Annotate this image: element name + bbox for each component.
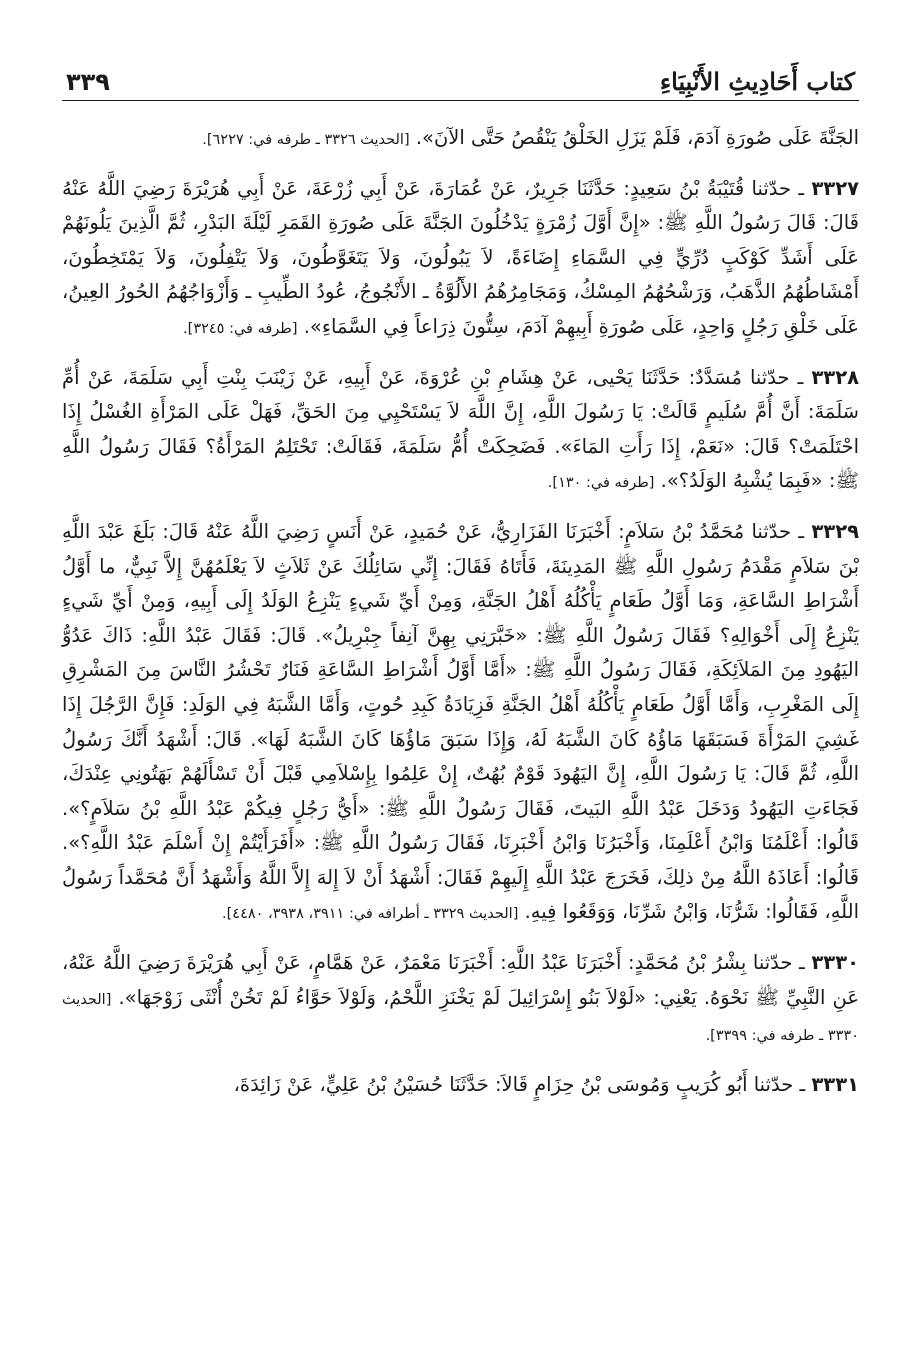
hadith-text: ـ حدّثنا قُتَيْبَةُ بْنُ سَعِيدٍ: حَدَّثَنَا جَرِيرٌ، عَنْ عُمَارَةَ، عَنْ أَبِي زُرْعَةَ، عَنْ أَبِي هُرَيْرَةَ رَضِيَ اللَّهُ عَنْهُ قَالَ: قَالَ رَسُولُ اللَّهِ ﷺ: «إِنَّ أَوَّلَ زُمْرَةٍ يَدْخُلُونَ الجَنَّةَ عَلَى صُورَةِ القَمَرِ لَيْلَةَ البَدْرِ، ثُمَّ الَّذِينَ يَلُونَهُمْ عَلَى أَشَدِّ كَوْكَبٍ دُرِّيٍّ فِي السَّمَاءِ إِضَاءَةً، لاَ يَبُولُونَ، وَلاَ يَتَغَوَّطُونَ، وَلاَ يَتْفِلُونَ، وَلاَ يَمْتَخِطُونَ، أَمْشَاطُهُمُ الذَّهَبُ، وَرَشْحُهُمُ المِسْكُ، وَمَجَامِرُهُمُ الأَلُوَّةُ ـ الأَنْجُوجُ، عُودُ الطِّيبِ ـ وَأَزْوَاجُهُمُ الحُورُ العِينُ، عَلَى خَلْقِ رَجُلٍ وَاحِدٍ، عَلَى صُورَةِ أَبِيهِمْ آدَمَ، سِتُّونَ ذِرَاعاً فِي السَّمَاءِ».: [62, 176, 859, 338]
hadith-paragraph: [62, 946, 859, 1054]
hadith-reference: [الحديث ٣٣٣٠ ـ طرفه في: ٣٣٩٩].: [62, 991, 859, 1045]
hadith-number: ٣٣٢٩: [811, 519, 859, 543]
body-text: [62, 121, 859, 1102]
hadith-paragraph: [62, 172, 859, 347]
hadith-paragraph: [62, 515, 859, 932]
hadith-text: ـ حدّثنا مُسَدَّدٌ: حَدَّثَنَا يَحْيى، عَنْ هِشَامِ بْنِ عُرْوَةَ، عَنْ أَبِيهِ، عَنْ زَيْنَبَ بِنْتِ أَبِي سَلَمَةَ، عَنْ أُمِّ سَلَمَةَ: أَنَّ أُمَّ سُلَيمٍ قَالَتْ: يَا رَسُولَ اللَّهِ، إِنَّ اللَّهَ لاَ يَسْتَحْيِي مِنَ الحَقِّ، فَهَلْ عَلَى المَرْأَةِ الغُسْلُ إِذَا احْتَلَمَتْ؟ قَالَ: «نَعَمْ، إِذَا رَأَتِ المَاءَ». فَضَحِكَتْ أُمُّ سَلَمَةَ، فَقَالَتْ: تَحْتَلِمُ المَرْأَةُ؟ فَقَالَ رَسُولُ اللَّهِ ﷺ: «فَبِمَا يُشْبِهُ الوَلَدُ؟».: [62, 365, 859, 493]
hadith-paragraph: [62, 361, 859, 501]
hadith-number: ٣٣٢٧: [811, 176, 859, 200]
hadith-text: الجَنَّةَ عَلَى صُورَةِ آدَمَ، فَلَمْ يَزَلِ الخَلْقُ يَنْقُصُ حَتَّى الآنَ».: [415, 126, 859, 149]
hadith-text: ـ حدّثنا أَبُو كُرَيبٍ وَمُوسَى بْنُ حِزَامٍ قَالاَ: حَدَّثَنَا حُسَيْنُ بْنُ عَلِيٍّ، عَنْ زَائِدَةَ،: [233, 1072, 806, 1096]
page-number: ٣٣٩: [66, 68, 110, 96]
running-header: [62, 52, 859, 101]
hadith-number: ٣٣٢٨: [811, 365, 859, 389]
book-title: كتاب أَحَادِيثِ الأَنْبِيَاءِ: [659, 67, 855, 96]
hadith-reference: [طرفه في: ١٣٠].: [547, 475, 655, 492]
hadith-number: ٣٣٣٠: [811, 951, 860, 975]
hadith-reference: [الحديث ٣٣٢٦ ـ طرفه في: ٦٢٢٧].: [202, 132, 410, 148]
hadith-text: ـ حدّثنا بِشْرُ بْنُ مُحَمَّدٍ: أَخْبَرَنَا عَبْدُ اللَّهِ: أَخْبَرَنَا مَعْمَرٌ، عَنْ هَمَّامٍ، عَنْ أَبِي هُرَيْرَةَ رَضِيَ اللَّهُ عَنْهُ، عَنِ النَّبِيِّ ﷺ نَحْوَهُ. يَعْنِي: «لَوْلاَ بَنُو إِسْرَائِيلَ لَمْ يَخْنَزِ اللَّحْمُ، وَلَوْلاَ حَوَّاءُ لَمْ تَخُنْ أُنْثَى زَوْجَهَا».: [62, 951, 860, 1009]
hadith-paragraph: [62, 1068, 859, 1103]
hadith-text: ـ حدّثنا مُحَمَّدُ بْنُ سَلاَمٍ: أَخْبَرَنَا الفَزَارِيُّ، عَنْ حُمَيدٍ، عَنْ أَنَسٍ رَضِيَ اللَّهُ عَنْهُ قَالَ: بَلَغَ عَبْدَ اللَّهِ بْنَ سَلاَمٍ مَقْدَمُ رَسُولِ اللَّهِ ﷺ المَدِينَةَ، فَأَتَاهُ فَقَالَ: إِنِّي سَائِلُكَ عَنْ ثَلاَثٍ لاَ يَعْلَمُهُنَّ إِلاَّ نَبِيٌّ، ما أَوَّلُ أَشْرَاطِ السَّاعَةِ، وَمَا أَوَّلُ طَعَامٍ يَأْكُلُهُ أَهْلُ الجَنَّةِ، وَمِنْ أَيِّ شَيءٍ يَنْزِعُ الوَلَدُ إِلَى أَبِيهِ، وَمِنْ أَيِّ شَيءٍ يَنْزِعُ إِلَى أَخْوَالِهِ؟ فَقَالَ رَسُولُ اللَّهِ ﷺ: «خَبَّرَنِي بِهِنَّ آنِفاً جِبْرِيلُ». قَالَ: فَقَالَ عَبْدُ اللَّهِ: ذَاكَ عَدُوُّ اليَهُودِ مِنَ المَلاَئِكَةِ، فَقَالَ رَسُولُ اللَّهِ ﷺ: «أَمَّا أَوَّلُ أَشْرَاطِ السَّاعَةِ فَنَارٌ تَحْشُرُ النَّاسَ مِنَ المَشْرِقِ إِلَى المَغْرِبِ، وَأَمَّا أَوَّلُ طَعَامٍ يَأْكُلُهُ أَهْلُ الجَنَّةِ فَزِيَادَةُ كَبِدِ حُوتٍ، وَأَمَّا الشَّبَهُ فِي الوَلَدِ: فَإِنَّ الرَّجُلَ إِذَا غَشِيَ المَرْأَةَ فَسَبَقَهَا مَاؤُهُ كَانَ الشَّبَهُ لَهُ، وَإِذَا سَبَقَ مَاؤُهَا كَانَ الشَّبَهُ لَهَا». قَالَ: أَشْهَدُ أَنَّكَ رَسُولُ اللَّهِ، ثُمَّ قَالَ: يَا رَسُولَ اللَّهِ، إِنَّ اليَهُودَ قَوْمٌ بُهُتٌ، إِنْ عَلِمُوا بِإِسْلاَمِي قَبْلَ أَنْ تَسْأَلَهُمْ بَهَتُونِي عِنْدَكَ، فَجَاءَتِ اليَهُودُ وَدَخَلَ عَبْدُ اللَّهِ البَيتَ، فَقَالَ رَسُولُ اللَّهِ ﷺ: «أَيُّ رَجُلٍ فِيكُمْ عَبْدُ اللَّهِ بْنُ سَلاَمٍ؟». قَالُوا: أَعْلَمُنَا وَابْنُ أَعْلَمِنَا، وَأَخْبَرُنَا وَابْنُ أَخْبَرِنَا، فَقَالَ رَسُولُ اللَّهِ ﷺ: «أَفَرَأَيْتُمْ إِنْ أَسْلَمَ عَبْدُ اللَّهِ؟». قَالُوا: أَعَاذَهُ اللَّهُ مِنْ ذلِكَ، فَخَرَجَ عَبْدُ اللَّهِ إِلَيهِمْ فَقَالَ: أَشْهَدُ أَنْ لاَ إِلهَ إِلاَّ اللَّهُ وَأَشْهَدُ أَنَّ مُحَمَّداً رَسُولُ اللَّهِ، فَقَالُوا: شَرُّنَا، وَابْنُ شَرِّنَا، وَوَقَعُوا فِيهِ.: [62, 519, 859, 924]
hadith-reference: [طرفه في: ٣٢٤٥].: [183, 320, 298, 337]
hadith-number: ٣٣٣١: [811, 1072, 859, 1096]
hadith-reference: [الحديث ٣٣٢٩ ـ أطرافه في: ٣٩١١، ٣٩٣٨، ٤٤٨٠].: [222, 906, 519, 923]
hadith-paragraph-continued: [62, 121, 859, 158]
